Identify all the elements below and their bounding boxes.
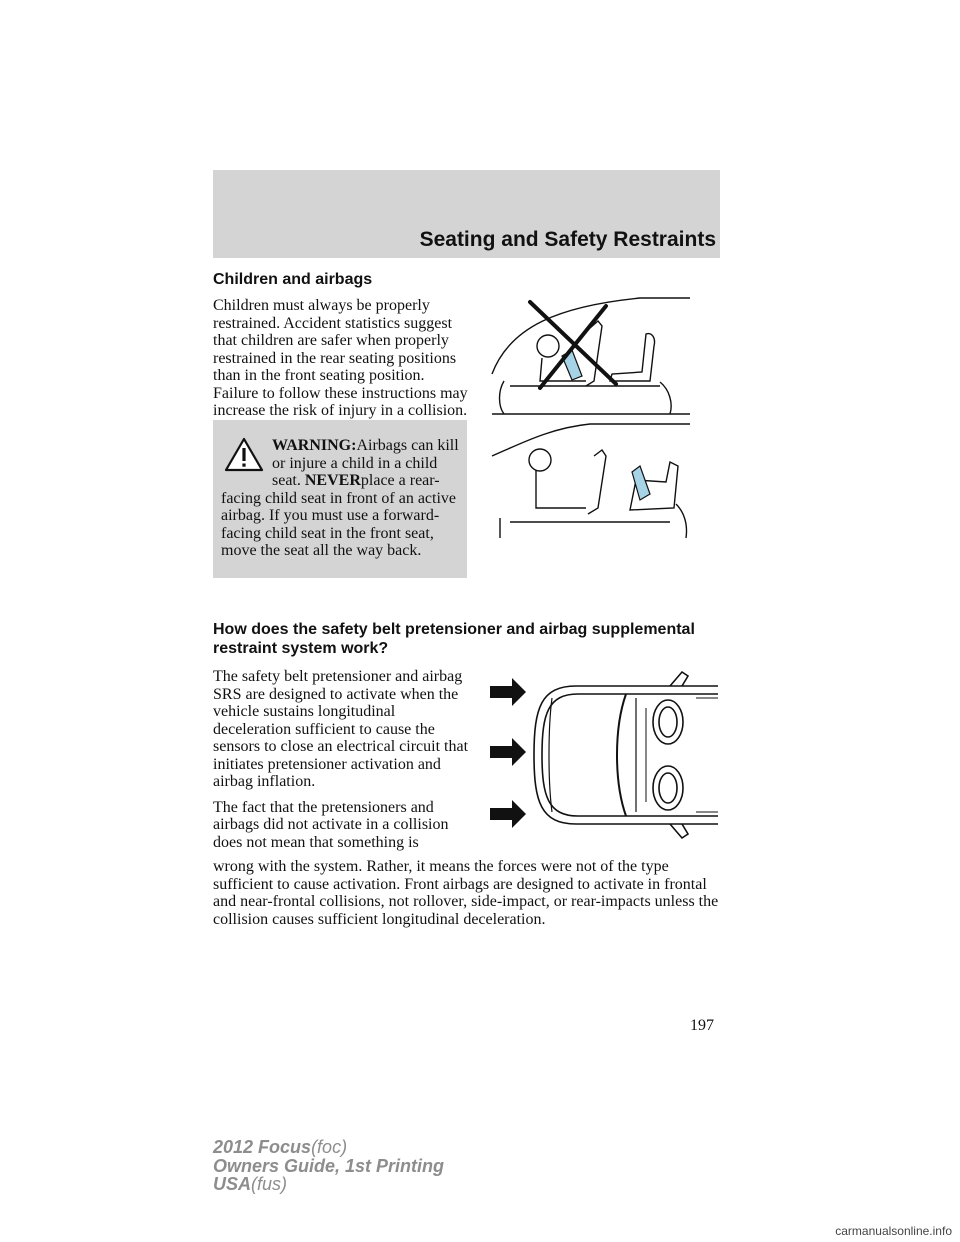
section-heading: Children and airbags — [213, 271, 373, 288]
rear-facing-seat-front-illustration — [490, 286, 692, 418]
section-srs-work — [213, 620, 723, 658]
impact-arrow-icon — [490, 738, 526, 766]
page-number: 197 — [690, 1017, 714, 1034]
srs-paragraph-1-block — [213, 668, 475, 851]
impact-arrow-icon — [490, 678, 526, 706]
warning-triangle-icon — [224, 437, 264, 473]
srs-paragraph-1: The safety belt pretensioner and airbag SRS are designed to activate when the vehicle sustains longitudinal deceleration sufficient to cause the sensors to close an electrical circuit that initiates pretensioner activation and airbag inflation. — [213, 668, 469, 790]
section-paragraph: Children must always be properly restrained. Accident statistics suggest that children are safer when properly restrained in the rear seating positions than in the front seating position. Failure to follow these instructions may increase the risk of injury in a collision. — [213, 297, 468, 419]
footer-line-1: 2012 Focus(foc) — [213, 1137, 348, 1157]
footer-line-2: Owners Guide, 1st Printing — [213, 1155, 445, 1176]
section-heading: How does the safety belt pretensioner and airbag supplemental restraint system work? — [213, 621, 695, 657]
rear-seat-child-illustration — [490, 420, 692, 540]
warning-box — [213, 420, 467, 578]
srs-paragraph-2-block — [213, 858, 723, 928]
warning-never: NEVER — [304, 472, 361, 489]
section-title: Seating and Safety Restraints — [419, 228, 716, 251]
srs-paragraph-2-start: The fact that the pretensioners and airbags did not activate in a collision does not mean that something is — [213, 798, 449, 851]
document-footer — [213, 1138, 444, 1194]
srs-paragraph-2-end: wrong with the system. Rather, it means the forces were not of the type sufficient to cause activation. Front airbags are designed to activate in frontal and near-frontal collisions, not rollover, side-impact, or rear-impacts unless the collision causes sufficient longitudinal deceleration. — [213, 858, 719, 928]
impact-arrow-icon — [490, 800, 526, 828]
watermark: carmanualsonline.info — [835, 1224, 952, 1238]
impact-arrows — [490, 678, 526, 828]
footer-line-3: USA(fus) — [213, 1174, 288, 1194]
warning-text-2: place a rear-facing child seat in front of an active airbag. If you must use a forward-facing child seat in the front seat, move the seat all the way back. — [221, 472, 457, 559]
frontal-impact-illustration — [486, 668, 718, 842]
warning-text-1: Airbags can kill or injure a child in a child seat. — [272, 437, 459, 489]
warning-lead: WARNING: — [272, 437, 357, 454]
section-children-airbags — [213, 270, 473, 420]
section-header-band — [213, 170, 720, 258]
